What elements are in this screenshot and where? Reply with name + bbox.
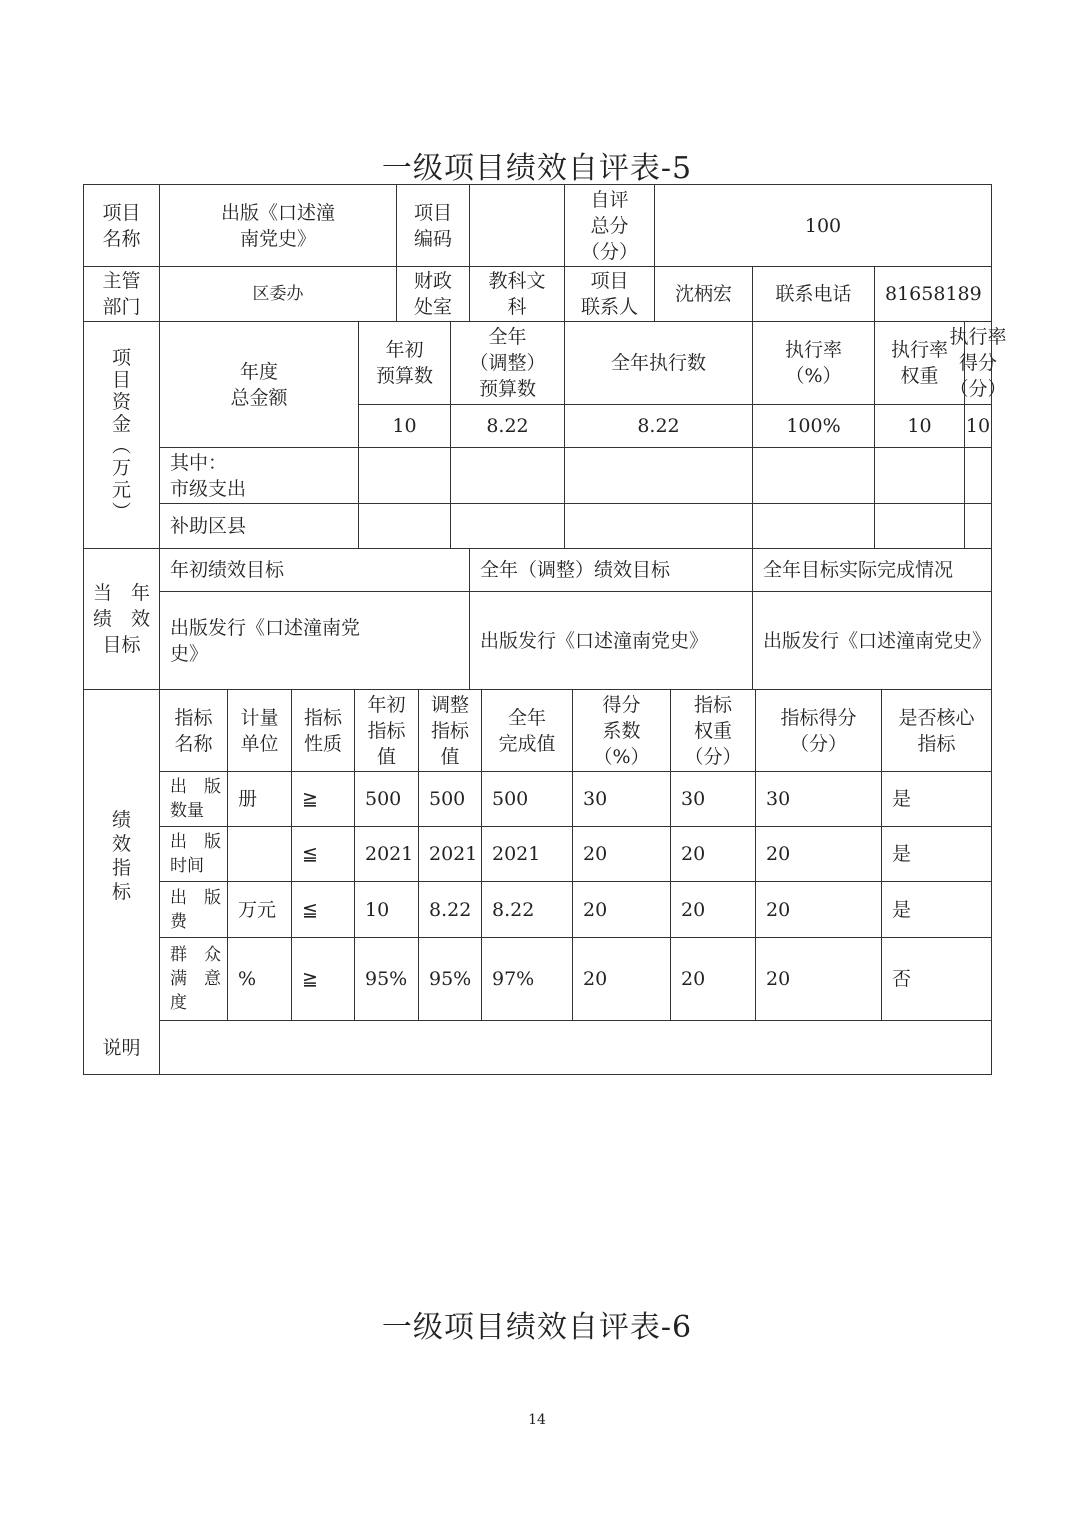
ind-coef-row3: 20 (573, 882, 671, 938)
ind-nature-row1: ≧ (292, 772, 355, 827)
indicators-section-label: 绩 效 指 标 (84, 690, 160, 1021)
ind-hdr-unit: 计量 单位 (228, 690, 292, 772)
ind-score-row3: 20 (756, 882, 882, 938)
ind-adjusted-row2: 2021 (419, 827, 482, 882)
funds-city-score (965, 448, 991, 504)
ind-core-row2: 是 (882, 827, 991, 882)
project-code-label: 项目 编码 (397, 185, 470, 267)
goals-initial: 出版发行《口述潼南党 史》 (160, 592, 470, 690)
goals-section-label: 当 年 绩 效 目标 (84, 549, 160, 690)
ind-nature-row2: ≦ (292, 827, 355, 882)
ind-hdr-weight: 指标 权重 （分） (671, 690, 756, 772)
ind-actual-row3: 8.22 (482, 882, 573, 938)
ind-name-row4: 群 众 满 意 度 (160, 938, 228, 1021)
ind-score-row1: 30 (756, 772, 882, 827)
project-code (470, 185, 565, 267)
ind-name-row1: 出 版 数量 (160, 772, 228, 827)
funds-county-executed (565, 504, 753, 549)
funds-initial-value: 10 (359, 405, 451, 448)
evaluation-table (83, 184, 1007, 1075)
funds-city-executed (565, 448, 753, 504)
ind-weight-row1: 30 (671, 772, 756, 827)
ind-initial-row2: 2021 (355, 827, 419, 882)
ind-score-row2: 20 (756, 827, 882, 882)
funds-col-total: 年度 总金额 (160, 322, 359, 448)
ind-initial-row3: 10 (355, 882, 419, 938)
ind-adjusted-row4: 95% (419, 938, 482, 1021)
page-number: 14 (528, 1412, 546, 1428)
ind-actual-row4: 97% (482, 938, 573, 1021)
funds-col-weight: 执行率 权重 (875, 322, 965, 405)
finance-label: 财政 处室 (397, 267, 470, 322)
funds-section-label: 项 目 资 金 ︵ 万 元 ︶ (84, 322, 160, 549)
phone-label: 联系电话 (753, 267, 875, 322)
funds-city-label: 其中： 市级支出 (160, 448, 359, 504)
funds-col-initial: 年初 预算数 (359, 322, 451, 405)
funds-executed-value: 8.22 (565, 405, 753, 448)
funds-county-weight (875, 504, 965, 549)
ind-adjusted-row3: 8.22 (419, 882, 482, 938)
ind-hdr-initial: 年初 指标 值 (355, 690, 419, 772)
goals-col-initial: 年初绩效目标 (160, 549, 470, 592)
ind-hdr-coef: 得分 系数 （%） (573, 690, 671, 772)
ind-weight-row2: 20 (671, 827, 756, 882)
goals-col-actual: 全年目标实际完成情况 (753, 549, 991, 592)
funds-weight-value: 10 (875, 405, 965, 448)
ind-core-row3: 是 (882, 882, 991, 938)
ind-name-row3: 出 版 费 (160, 882, 228, 938)
ind-coef-row2: 20 (573, 827, 671, 882)
phone: 81658189 (875, 267, 991, 322)
ind-core-row4: 否 (882, 938, 991, 1021)
funds-county-initial (359, 504, 451, 549)
funds-col-rate: 执行率 （%） (753, 322, 875, 405)
funds-city-initial (359, 448, 451, 504)
ind-weight-row3: 20 (671, 882, 756, 938)
ind-hdr-name: 指标 名称 (160, 690, 228, 772)
table6-title: 一级项目绩效自评表-6 (381, 1310, 693, 1345)
self-score-label: 自评 总分 （分） (565, 185, 655, 267)
ind-initial-row4: 95% (355, 938, 419, 1021)
ind-actual-row2: 2021 (482, 827, 573, 882)
funds-county-score (965, 504, 991, 549)
funds-adjusted-value: 8.22 (451, 405, 565, 448)
funds-county-rate (753, 504, 875, 549)
ind-unit-row2 (228, 827, 292, 882)
dept-label: 主管 部门 (84, 267, 160, 322)
ind-unit-row3: 万元 (228, 882, 292, 938)
ind-coef-row1: 30 (573, 772, 671, 827)
ind-score-row4: 20 (756, 938, 882, 1021)
ind-hdr-actual: 全年 完成值 (482, 690, 573, 772)
ind-actual-row1: 500 (482, 772, 573, 827)
goals-col-adjusted: 全年（调整）绩效目标 (470, 549, 753, 592)
finance: 教科文 科 (470, 267, 565, 322)
contact: 沈柄宏 (655, 267, 753, 322)
ind-coef-row4: 20 (573, 938, 671, 1021)
dept: 区委办 (160, 267, 397, 322)
ind-hdr-core: 是否核心 指标 (882, 690, 991, 772)
goals-actual: 出版发行《口述潼南党史》 (753, 592, 991, 690)
funds-score-value: 10 (965, 405, 991, 448)
table5-title: 一级项目绩效自评表-5 (381, 151, 693, 186)
ind-unit-row1: 册 (228, 772, 292, 827)
funds-col-score: 执行率 得分 （分） (965, 322, 991, 405)
ind-nature-row3: ≦ (292, 882, 355, 938)
funds-city-adjusted (451, 448, 565, 504)
funds-city-rate (753, 448, 875, 504)
ind-adjusted-row1: 500 (419, 772, 482, 827)
goals-adjusted: 出版发行《口述潼南党史》 (470, 592, 753, 690)
contact-label: 项目 联系人 (565, 267, 655, 322)
funds-col-executed: 全年执行数 (565, 322, 753, 405)
funds-col-adjusted: 全年 （调整） 预算数 (451, 322, 565, 405)
ind-initial-row1: 500 (355, 772, 419, 827)
ind-core-row1: 是 (882, 772, 991, 827)
funds-city-weight (875, 448, 965, 504)
funds-county-adjusted (451, 504, 565, 549)
ind-nature-row4: ≧ (292, 938, 355, 1021)
ind-hdr-nature: 指标 性质 (292, 690, 355, 772)
ind-name-row2: 出 版 时间 (160, 827, 228, 882)
ind-hdr-adjusted: 调整 指标 值 (419, 690, 482, 772)
ind-weight-row4: 20 (671, 938, 756, 1021)
project-name: 出版《口述潼 南党史》 (160, 185, 397, 267)
self-score: 100 (655, 185, 991, 267)
funds-county-label: 补助区县 (160, 504, 359, 549)
ind-unit-row4: % (228, 938, 292, 1021)
project-name-label: 项目 名称 (84, 185, 160, 267)
notes-value (160, 1021, 991, 1074)
ind-hdr-score: 指标得分 （分） (756, 690, 882, 772)
notes-label: 说明 (84, 1021, 160, 1074)
funds-rate-value: 100% (753, 405, 875, 448)
